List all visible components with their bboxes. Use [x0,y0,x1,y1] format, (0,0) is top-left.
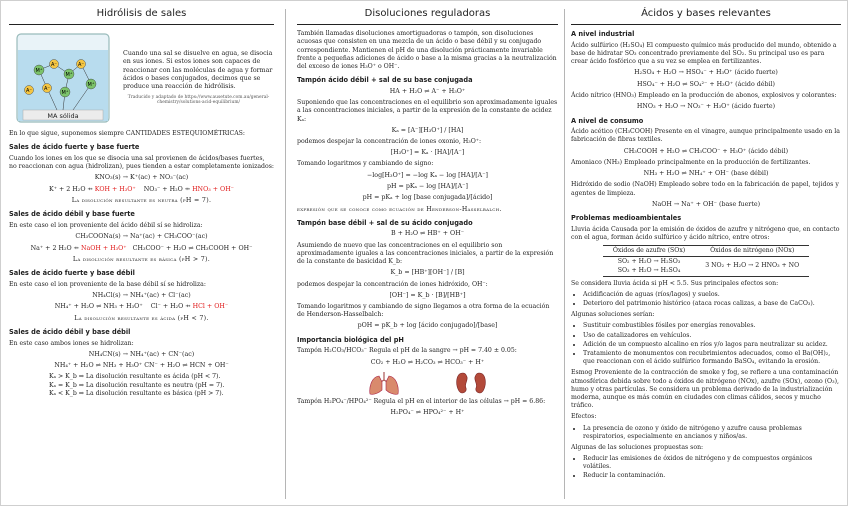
section-title: Ácidos y bases relevantes [571,7,841,25]
lungs-icon [367,370,403,396]
equation: NH₄Cl(s) → NH₄⁺(ac) + Cl⁻(ac) [92,292,191,300]
equation: CH₃COOH + H₂O ⇌ CH₃COO⁻ + H₃O⁺ (ácido débil) [623,147,789,155]
figure-credit: Traducido y adaptado de https://www.ausetute.com.au/general-chemistry/solutions-acid-equilibrium/ [127,94,270,106]
intro-text: En lo que sigue, suponemos siempre CANTIDADES ESTEQUIOMÉTRICAS: [9,130,245,138]
subsection-heading: Tampón ácido débil + sal de su base conjugada [297,76,473,85]
effects-list [583,425,841,441]
list-item: • Tratamiento de monumentos con recubrimientos adecuados, como el Ba(OH)₂, que reaccionan con el ácido sulfúrico formando BaSO₄, evitando la erosión. [583,350,841,366]
list-item: • Adición de un compuesto alcalino en ríos y/o lagos para neutralizar su acidez. [583,341,841,349]
list-item: • Reducir las emisiones de óxidos de nitrógeno y de compuestos orgánicos volátiles. [583,455,841,471]
list-item: • La presencia de ozono y óxido de nitrógeno y azufre causa problemas respiratorios, especialmente en ancianos y niños/as. [583,425,841,441]
equation: HSO₄⁻ + H₂O ⇌ SO₄²⁻ + H₃O⁺ (ácido débil) [636,80,776,88]
column-reguladoras: Disoluciones reguladoras También llamadas disoluciones amortiguadoras o tampón, son disoluciones acuosas que consisten en una mezcla de un ácido o base débil y su conjugado correspondiente. Mantienen el pH de una disolución prácticamente invariable frente a pequeñas adiciones de ácido o base a la misma gracias a la neutralización del exceso de iones H₃O⁺ o OH⁻. Tampón ácido débil + sal de su base conjugada HA + H₂O ⇌ A⁻ + H₃O⁺ Suponiendo que las concentraciones en el equilibrio son aproximadamente iguales a las concentraciones iniciales, a partir de la expresión de la constante de acidez Kₐ: Kₐ = [A⁻][H₃O⁺] / [HA] podemos despejar la concentración de iones oxonio, H₃O⁺: [H₃O⁺] = Kₐ · [HA]/[A⁻] Tomando logaritmos y cambiando de signo: −log[H₃O⁺] = −log Kₐ − log [HA]/[A⁻] pH = pKₐ − log [HA]/[A⁻] pH = pKₐ + log [base conjugada]/[ácido] expresión que se conoce como ecuación de Henderson-Hasselbalch. Tampón base débil + sal de su ácido conjugado B + H₂O ⇌ HB⁺ + OH⁻ Asumiendo de nuevo que las concentraciones en el equilibrio son aproximadamente iguales a las concentraciones iniciales, a partir de la expresión de la constante de basicidad K_b: K_b = [HB⁺][OH⁻] / [B] podemos despejar la concentración de iones hidróxido, OH⁻: [OH⁻] = K_b · [B]/[HB⁺] Tomando logaritmos y cambiando de signo llegamos a otra forma de la ecuación de Henderson-Hasselbalch: pOH = pK_b + log [ácido conjugado]/[base] Importancia biológica del pH Tampón H₂CO₃/HCO₃⁻ Regula el pH de la sangre → pH = 7.40 ± 0.05: CO₂ + H₂O ⇌ H₂CO₃ ⇌ HCO₃⁻ + H⁺ Tampón H₂PO₄⁻/HPO₄²⁻ Regula el pH en el interior de las células → pH = 6.86: H₂PO₄⁻ ⇌ HPO₄²⁻ + H⁺ [297,8,558,417]
column-acidos-bases: Ácidos y bases relevantes A nivel industrial Ácido sulfúrico (H₂SO₄) El compuesto químico más producido del mundo, obtenido a base de hidratar SO₃ concentrado previamente del SO₂. Su principal uso es para crear ácido fosfórico que a su vez se emplea en fertilizantes. H₂SO₄ + H₂O → HSO₄⁻ + H₃O⁺ (ácido fuerte) HSO₄⁻ + H₂O ⇌ SO₄²⁻ + H₃O⁺ (ácido débil) Ácido nítrico (HNO₃) Empleado en la producción de abonos, explosivos y colorantes: HNO₃ + H₂O → NO₃⁻ + H₃O⁺ (ácido fuerte) A nivel de consumo Ácido acético (CH₃COOH) Presente en el vinagre, aunque principalmente usado en la fabricación de fibras textiles. CH₃COOH + H₂O ⇌ CH₃COO⁻ + H₃O⁺ (ácido débil) Amoniaco (NH₃) Empleado principalmente en la producción de fertilizantes. NH₃ + H₂O ⇌ NH₄⁺ + OH⁻ (base débil) Hidróxido de sodio (NaOH) Empleado sobre todo en la fabricación de papel, tejidos y agentes de limpieza. NaOH → Na⁺ + OH⁻ (base fuerte) Problemas medioambientales Lluvia ácida Causada por la emisión de óxidos de azufre y nitrógeno que, en contacto con el agua, forman ácido sulfúrico y ácido nítrico, entre otros: Óxidos de azufre (SOx) Óxidos de nitrógeno (NOx) SO₂ + H₂O → H₂SO₃ SO₃ + H₂O → H₂SO₄ 3 NO₂ + H₂O → 2 HNO₃ + NO Se considera lluvia ácida si pH < 5.5. Sus principales efectos son: • Acidificación de aguas (ríos/lagos) y suelos. • Deterioro del patrimonio histórico (ataca rocas calizas, a base de CaCO₃). Algunas soluciones serían: • Sustituir combustibles fósiles por energías renovables. • Uso de catalizadores en vehículos. • Adición de un compuesto alcalino en ríos y/o lagos para neutralizar su acidez. • Tratamiento de monumentos con recubrimientos adecuados, como el Ba(OH)₂, que reaccionan con el ácido sulfúrico formando BaSO₄, evitando la erosión. Esmog Proveniente de la contracción de smoke y fog, se refiere a una contaminación atmosférica debida sobre todo a óxidos de nitrógeno (NOx), azufre (SOx), ozono (O₃), humo y otras partículas. Se considera un problema derivado de la industrialización moderna, aunque es más común en ciudades con climas cálidos, secos y mucho tráfico. Efectos: • La presencia de ozono y óxido de nitrógeno y azufre causa problemas respiratorios, especialmente en ancianos y niños/as. Algunas de las soluciones propuestas son: • Reducir las emisiones de óxidos de nitrógeno y de compuestos orgánicos volátiles. • Reducir la contaminación. [571,7,841,501]
oxides-table [603,245,809,277]
result-text: La disolución resultante es neutra (pH = 7). [71,197,212,205]
equation: NH₄⁺ + H₂O ⇌ NH₃ + H₃O⁺ CN⁻ + H₂O ⇌ HCN + OH⁻ [54,362,229,370]
equation: KNO₃(s) → K⁺(ac) + NO₃⁻(ac) [94,174,189,182]
equation: CO₂ + H₂O ⇌ H₂CO₃ ⇌ HCO₃⁻ + H⁺ [370,358,485,366]
svg-text:M⁺: M⁺ [87,81,95,88]
figure-text: Cuando una sal se disuelve en agua, se disocia en sus iones. Si estos iones son capaces de reaccionar con las moléculas de agua y formar ácidos o bases conjugados, decimos que se produce una reacción de hidrólisis. Traducido y adaptado de https://www.ausetute.com.au/general-chemistry/solutions-acid-equilibrium/ [123,50,273,106]
result-text: La disolución resultante es ácida (pH < 7). [74,314,209,322]
svg-text:A⁻: A⁻ [50,61,58,68]
list-item: • Sustituir combustibles fósiles por energías renovables. [583,322,841,330]
list-item: • Reducir la contaminación. [583,472,841,480]
solutions-list [583,322,841,366]
svg-text:M⁺: M⁺ [65,71,73,78]
equation: NaOH → Na⁺ + OH⁻ (base fuerte) [651,200,761,208]
equation: pOH = pK_b + log [ácido conjugado]/[base] [357,322,498,330]
subsection-heading: A nivel de consumo [571,116,644,125]
subsection-heading: Sales de ácido fuerte y base débil [9,269,135,278]
table-cell: 3 NO₂ + H₂O → 2 HNO₃ + NO [695,257,809,276]
equation: HA + H₂O ⇌ A⁻ + H₃O⁺ [389,87,466,95]
equation: [H₃O⁺] = Kₐ · [HA]/[A⁻] [390,149,465,157]
equation: B + H₂O ⇌ HB⁺ + OH⁻ [390,230,465,238]
equation: K_b = [HB⁺][OH⁻] / [B] [390,269,465,277]
equation: K⁺ + 2 H₂O ⇸ KOH + H₃O⁺ NO₃⁻ + H₂O ⇸ HNO₃ + OH⁻ [48,185,235,193]
column-divider [564,9,565,499]
table-cell: SO₂ + H₂O → H₂SO₃ SO₃ + H₂O → H₂SO₄ [603,257,695,276]
table-header: Óxidos de azufre (SOx) [603,246,695,257]
subsection-heading: Importancia biológica del pH [297,335,404,344]
equation: Na⁺ + 2 H₂O ⇸ NaOH + H₃O⁺ CH₃COO⁻ + H₂O ⇌ CH₃COOH + OH⁻ [30,244,253,252]
solutions-list [583,455,841,481]
equation: HNO₃ + H₂O → NO₃⁻ + H₃O⁺ (ácido fuerte) [636,103,776,111]
intro-text: También llamadas disoluciones amortiguadoras o tampón, son disoluciones acuosas que consisten en una mezcla de un ácido o base débil y su conjugado correspondiente. Mantienen el pH de una disolución prácticamente invariable frente a pequeñas adiciones de ácido o base a la misma gracias a la neutralización del exceso de iones H₃O⁺ o OH⁻. [297,30,557,70]
subsection-heading: Sales de ácido débil y base débil [9,327,131,336]
subsection-heading: Sales de ácido débil y base fuerte [9,210,135,219]
equation: H₂PO₄⁻ ⇌ HPO₄²⁻ + H⁺ [390,409,465,417]
equation: NH₄CN(s) → NH₄⁺(ac) + CN⁻(ac) [88,350,195,358]
svg-text:A⁻: A⁻ [25,87,33,94]
equation: CH₃COONa(s) → Na⁺(ac) + CH₃COO⁻(ac) [75,233,208,241]
result-list: Kₐ > K_b ⇒ La disolución resultante es ácida (pH < 7). Kₐ = K_b ⇒ La disolución resultante es neutra (pH = 7). Kₐ < K_b ⇒ La disolución resultante es básica (pH > 7). [49,373,225,397]
subsection-heading: A nivel industrial [571,30,635,39]
svg-text:M⁺: M⁺ [61,89,69,96]
equation: NH₃ + H₂O ⇌ NH₄⁺ + OH⁻ (base débil) [643,170,769,178]
hydrolysis-figure-row [9,30,274,126]
equation: H₂SO₄ + H₂O → HSO₄⁻ + H₃O⁺ (ácido fuerte) [634,69,778,77]
svg-text:A⁻: A⁻ [77,61,85,68]
svg-text:A⁻: A⁻ [43,85,51,92]
column-hidrolisis: Hidrólisis de sales M⁺ A⁻ M⁺ A⁻ A⁻ M⁺ M⁺ A⁻ MA sólida Cuando una sal se disuelve en agua, se disocia en sus iones. Si estos iones son capaces de reaccionar con las moléculas de agua y formar ácidos o bases conjugados, decimos que se produce una reacción de hidrólisis. Traducido y adaptado de https://www.ausetute.com.au/general-chemistry/solutions-acid-equilibrium/ En lo que sigue, suponemos siempre CANTIDADES ESTEQUIOMÉTRICAS: Sales de ácido fuerte y base fuerte Cuando los iones en los que se disocia una sal provienen de ácidos/bases fuertes, no reaccionan con agua (hidrolizan), pues tienden a estar completamente ionizados: KNO₃(s) → K⁺(ac) + NO₃⁻(ac) K⁺ + 2 H₂O ⇸ KOH + H₃O⁺ NO₃⁻ + H₂O ⇸ HNO₃ + OH⁻ La disolución resultante es neutra (pH = 7). Sales de ácido débil y base fuerte En este caso el ion proveniente del ácido débil sí se hidroliza: CH₃COONa(s) → Na⁺(ac) + CH₃COO⁻(ac) Na⁺ + 2 H₂O ⇸ NaOH + H₃O⁺ CH₃COO⁻ + H₂O ⇌ CH₃COOH + OH⁻ La disolución resultante es básica (pH > 7). Sales de ácido fuerte y base débil En este caso el ion proveniente de la base débil sí se hidroliza: NH₄Cl(s) → NH₄⁺(ac) + Cl⁻(ac) NH₄⁺ + H₂O ⇌ NH₃ + H₃O⁺ Cl⁻ + H₂O ⇸ HCl + OH⁻ La disolución resultante es ácida (pH < 7). Sales de ácido débil y base débil En este caso ambos iones se hidrolizan: NH₄CN(s) → NH₄⁺(ac) + CN⁻(ac) NH₄⁺ + H₂O ⇌ NH₃ + H₃O⁺ CN⁻ + H₂O ⇌ HCN + OH⁻ Kₐ > K_b ⇒ La disolución resultante es ácida (pH < 7). Kₐ = K_b ⇒ La disolución resultante es neutra (pH = 7). Kₐ < K_b ⇒ La disolución resultante es básica (pH > 7). [9,8,274,397]
equation: Kₐ = [A⁻][H₃O⁺] / [HA] [391,126,464,134]
subsection-heading: Problemas medioambientales [571,214,682,223]
equation: −log[H₃O⁺] = −log Kₐ − log [HA]/[A⁻] [366,171,489,179]
result-text: La disolución resultante es básica (pH > 7). [72,255,211,263]
organ-illustrations [297,370,558,396]
equation: NH₄⁺ + H₂O ⇌ NH₃ + H₃O⁺ Cl⁻ + H₂O ⇸ HCl + OH⁻ [54,303,229,311]
svg-text:M⁺: M⁺ [35,67,43,74]
equation: pH = pKₐ − log [HA]/[A⁻] [387,182,468,190]
section-title: Disoluciones reguladoras [297,7,558,25]
beaker-illustration [9,30,117,126]
list-item: • Deterioro del patrimonio histórico (ataca rocas calizas, a base de CaCO₃). [583,300,841,308]
subsection-heading: Tampón base débil + sal de su ácido conjugado [297,218,473,227]
list-item: • Acidificación de aguas (ríos/lagos) y suelos. [583,291,841,299]
section-title: Hidrólisis de sales [9,7,274,25]
column-divider [285,9,286,499]
list-item: • Uso de catalizadores en vehículos. [583,332,841,340]
effects-list [583,291,841,308]
table-header: Óxidos de nitrógeno (NOx) [695,246,809,257]
equation: pH = pKₐ + log [base conjugada]/[ácido] [362,194,493,202]
subsection-heading: Sales de ácido fuerte y base fuerte [9,143,140,152]
kidneys-icon [453,370,489,396]
figure-label: MA sólida [47,112,79,121]
equation: [OH⁻] = K_b · [B]/[HB⁺] [389,291,466,299]
